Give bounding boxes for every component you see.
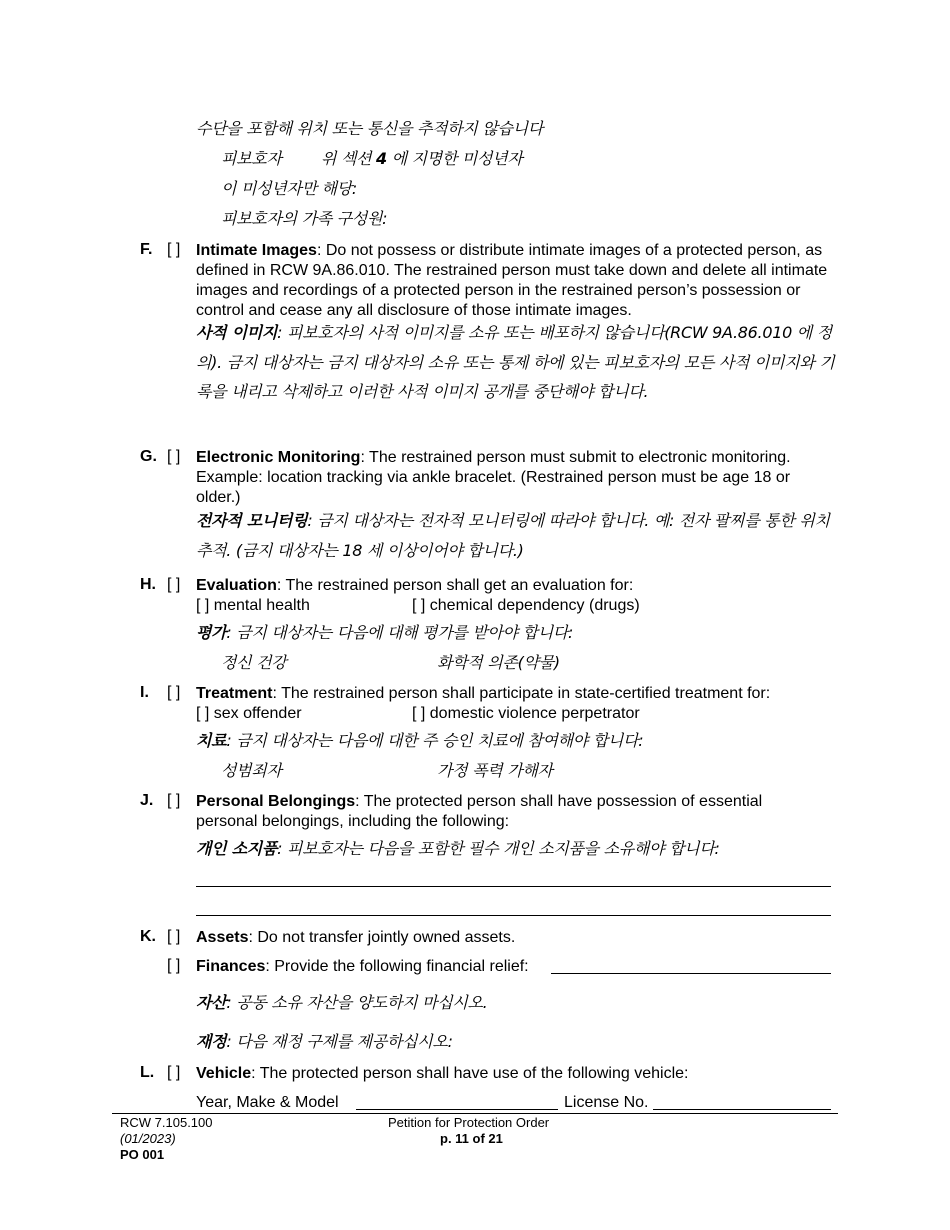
footer-date: (01/2023): [120, 1131, 176, 1146]
belongings-blank-line-1[interactable]: [196, 886, 831, 887]
footer-title: Petition for Protection Order: [388, 1115, 550, 1130]
option-sex-offender[interactable]: [ ] sex offender: [196, 705, 302, 722]
section-j-text: Personal Belongings: The protected person shall have possession of essential personal belongings, including the following:: [196, 793, 763, 830]
korean-option-only-minor: 이 미성년자만 해당:: [221, 179, 357, 198]
section-l-text: Vehicle: The protected person shall have use of the following vehicle:: [196, 1065, 689, 1082]
section-f-text: Intimate Images: Do not possess or distribute intimate images of a protected person, as defined in RCW 9A.86.010. The restrained person must take down and delete all intimate images and recordings of a protected person in the restrained person’s possession or control and cease any all disclosure of those intimate images.: [196, 242, 828, 319]
checkbox-j[interactable]: [ ]: [167, 792, 181, 809]
license-no-label: License No.: [564, 1094, 649, 1111]
section-i-text: Treatment: The restrained person shall participate in state-certified treatment for:: [196, 685, 771, 702]
section-k-assets-text: Assets: Do not transfer jointly owned assets.: [196, 929, 516, 946]
belongings-blank-line-2[interactable]: [196, 915, 831, 916]
section-letter-j: J.: [140, 792, 154, 809]
footer-page-number: p. 11 of 21: [440, 1131, 503, 1146]
checkbox-g[interactable]: [ ]: [167, 448, 181, 465]
korean-option-family: 피보호자의 가족 구성원:: [221, 209, 388, 228]
checkbox-i[interactable]: [ ]: [167, 684, 181, 701]
section-k-finances-korean: 재정: 다음 재정 구제를 제공하십시오:: [196, 1032, 453, 1051]
checkbox-f[interactable]: [ ]: [167, 241, 181, 258]
footer-divider: [112, 1113, 838, 1114]
korean-option-chemical-dependency: 화학적 의존(약물): [437, 653, 560, 672]
section-g-text: Electronic Monitoring: The restrained person must submit to electronic monitoring. Example: location tracking via ankle bracelet. (Restrained person must be age 18 or older.): [196, 449, 791, 506]
year-make-model-label: Year, Make & Model: [196, 1094, 339, 1111]
section-letter-k: K.: [140, 928, 156, 945]
korean-option-protected-person: 피보호자: [221, 149, 282, 168]
year-make-model-field[interactable]: [356, 1109, 558, 1110]
korean-option-domestic-violence: 가정 폭력 가해자: [437, 761, 553, 780]
checkbox-k-assets[interactable]: [ ]: [167, 928, 181, 945]
section-h-korean: 평가: 금지 대상자는 다음에 대해 평가를 받아야 합니다:: [196, 623, 574, 642]
option-domestic-violence[interactable]: [ ] domestic violence perpetrator: [412, 705, 640, 722]
korean-option-minor: 위 섹션 4 에 지명한 미성년자: [321, 149, 523, 168]
section-k-assets-korean: 자산: 공동 소유 자산을 양도하지 마십시오.: [196, 993, 488, 1012]
footer-rcw: RCW 7.105.100: [120, 1115, 213, 1130]
footer-form-number: PO 001: [120, 1147, 165, 1162]
section-j-korean: 개인 소지품: 피보호자는 다음을 포함한 필수 개인 소지품을 소유해야 합니다:: [196, 839, 720, 858]
section-letter-f: F.: [140, 241, 153, 258]
section-i-korean: 치료: 금지 대상자는 다음에 대한 주 승인 치료에 참여해야 합니다:: [196, 731, 644, 750]
checkbox-k-finances[interactable]: [ ]: [167, 957, 181, 974]
section-k-finances-text: Finances: Provide the following financial relief:: [196, 958, 529, 975]
section-letter-l: L.: [140, 1064, 155, 1081]
section-letter-i: I.: [140, 684, 149, 701]
finances-blank-line[interactable]: [551, 973, 831, 974]
top-korean-line: 수단을 포함해 위치 또는 통신을 추적하지 않습니다: [196, 119, 543, 138]
checkbox-h[interactable]: [ ]: [167, 576, 181, 593]
section-g-korean: 전자적 모니터링: 금지 대상자는 전자적 모니터링에 따라야 합니다. 예: 전자 팔찌를 통한 위치 추적. (금지 대상자는 18 세 이상이어야 합니다.): [196, 511, 830, 560]
option-mental-health[interactable]: [ ] mental health: [196, 597, 310, 614]
korean-option-mental-health: 정신 건강: [221, 653, 287, 672]
section-letter-g: G.: [140, 448, 157, 465]
checkbox-l[interactable]: [ ]: [167, 1064, 181, 1081]
section-letter-h: H.: [140, 576, 156, 593]
option-chemical-dependency[interactable]: [ ] chemical dependency (drugs): [412, 597, 640, 614]
section-h-text: Evaluation: The restrained person shall get an evaluation for:: [196, 577, 634, 594]
license-no-field[interactable]: [653, 1109, 831, 1110]
section-f-korean: 사적 이미지: 피보호자의 사적 이미지를 소유 또는 배포하지 않습니다(RCW 9A.86.010 에 정의). 금지 대상자는 금지 대상자의 소유 또는 통제 하에 있는 피보호자의 모든 사적 이미지와 기록을 내리고 삭제하고 이러한 사적 이미지 공개를 중단해야 합니다.: [196, 323, 835, 401]
korean-option-sex-offender: 성범죄자: [221, 761, 282, 780]
